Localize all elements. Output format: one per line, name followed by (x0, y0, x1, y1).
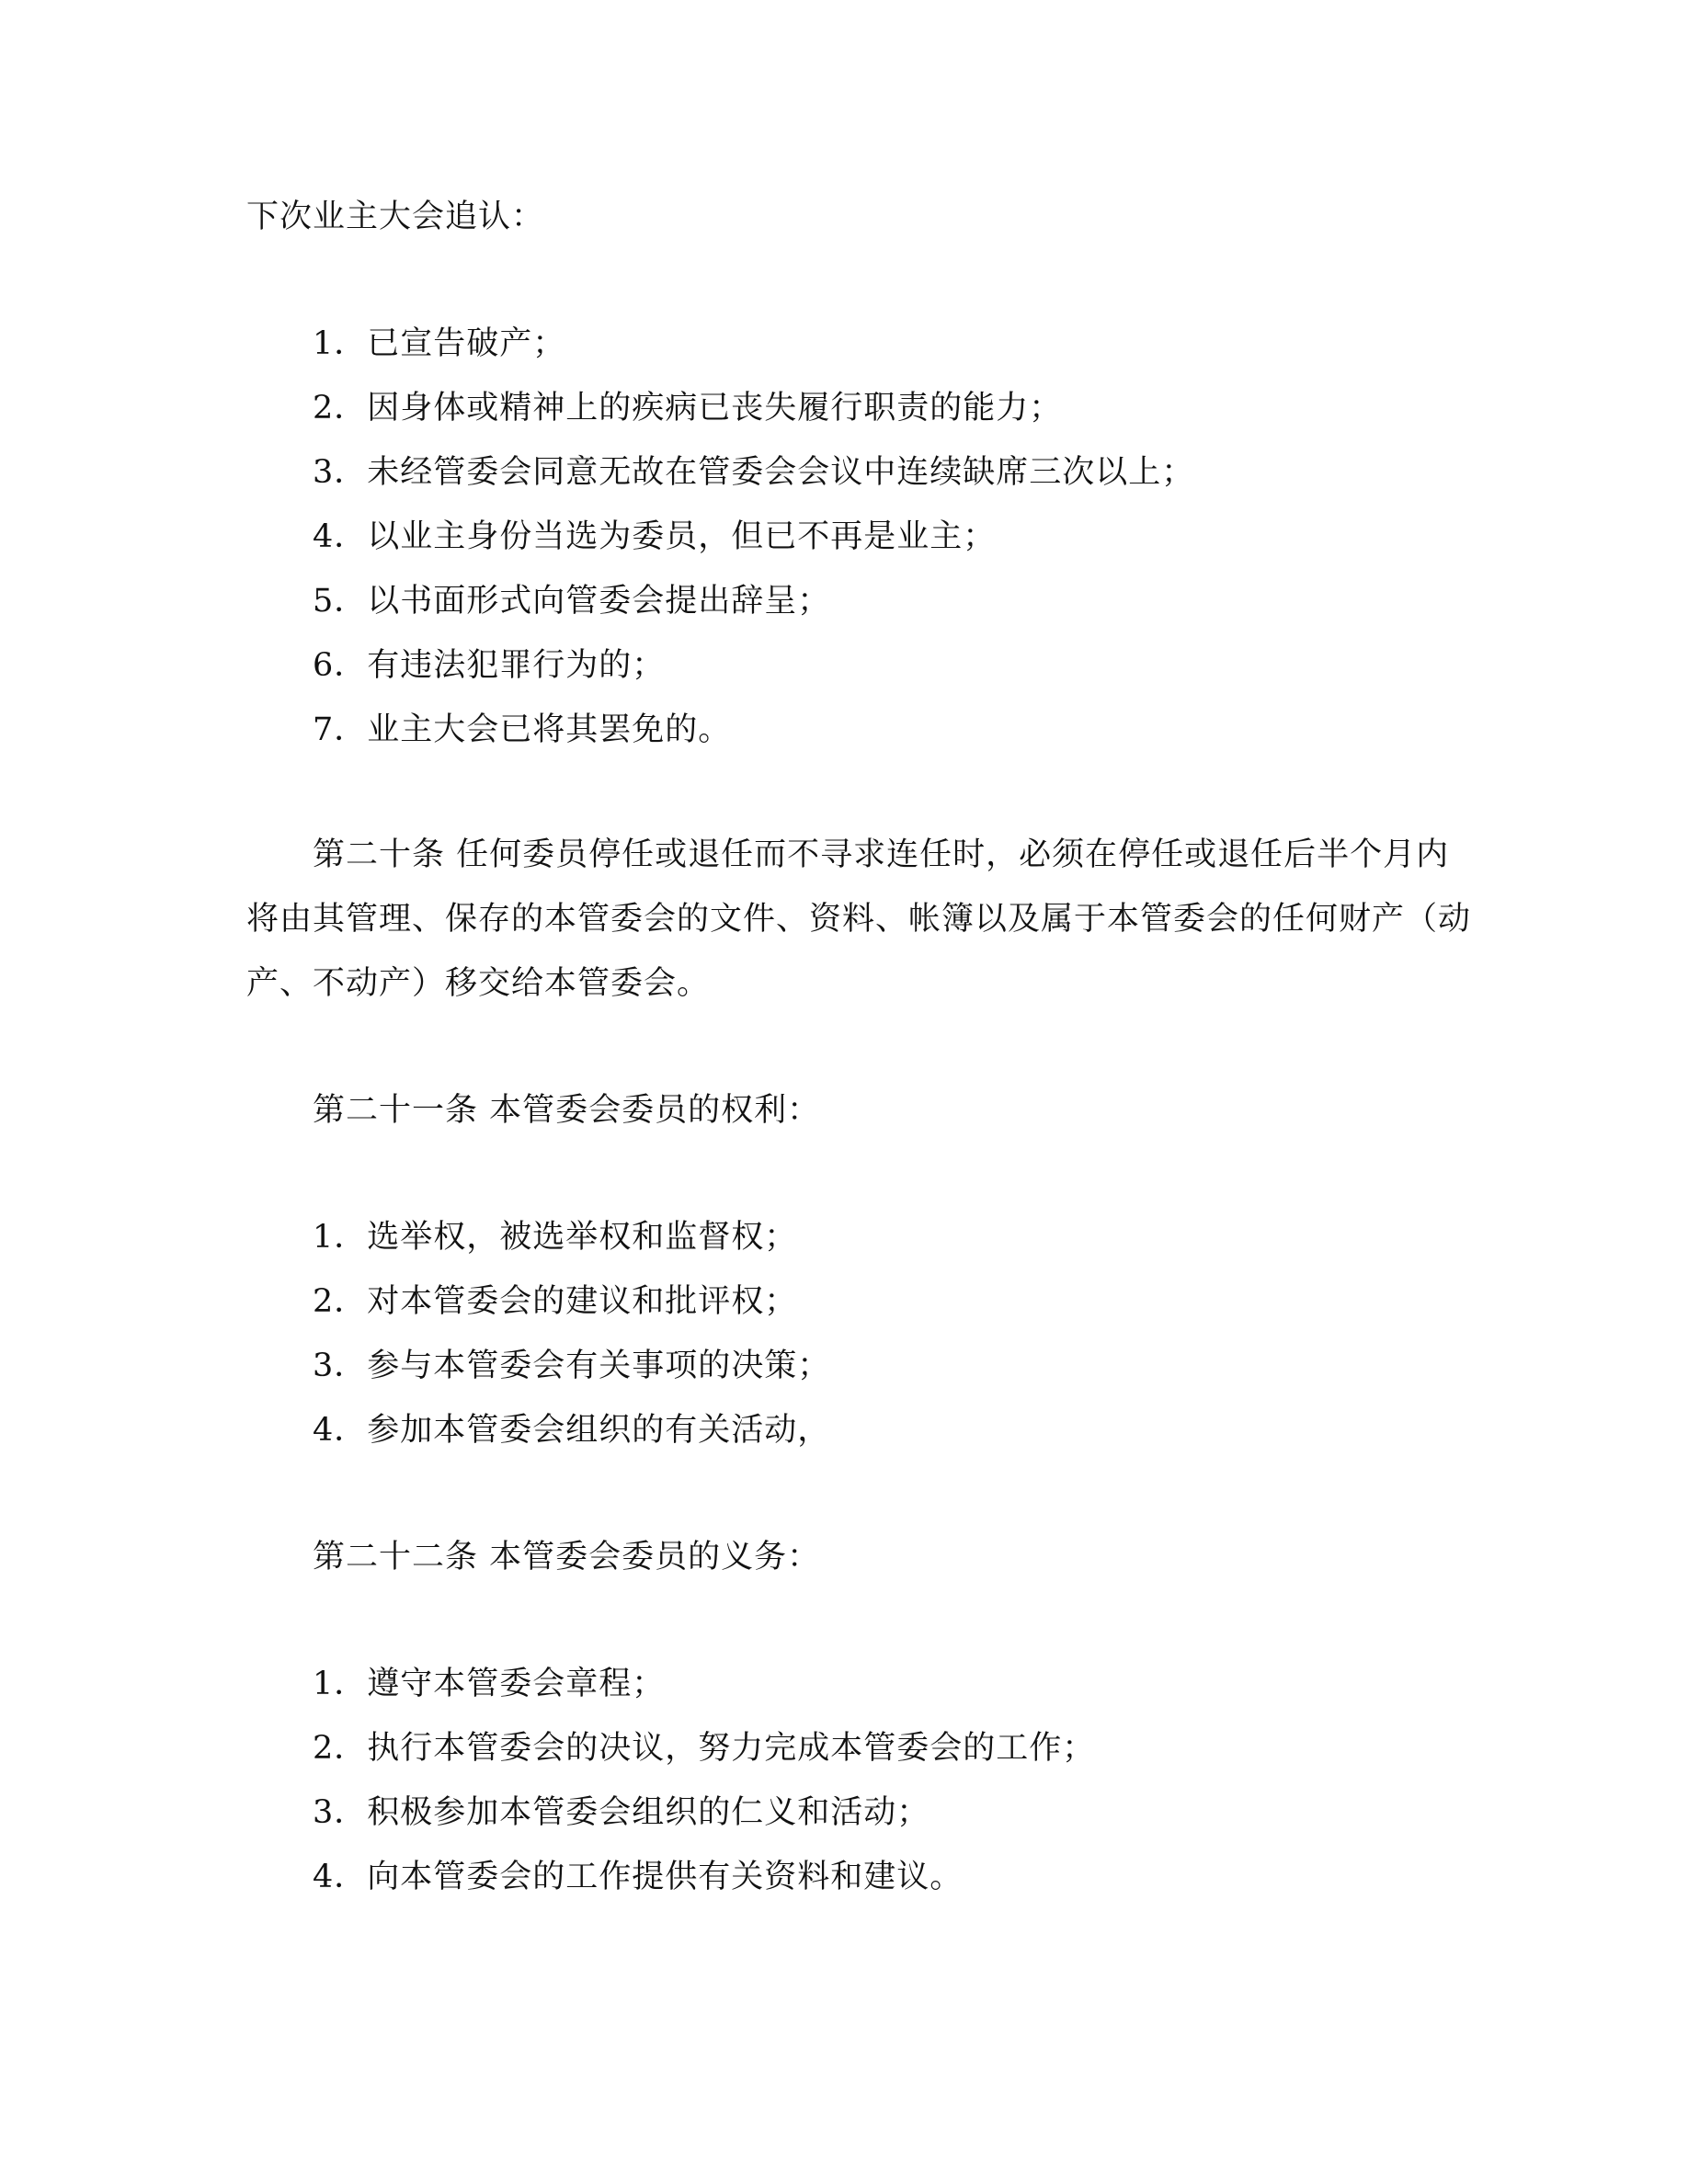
article-20-line: 第二十条 任何委员停任或退任而不寻求连任时，必须在停任或退任后半个月内 (313, 836, 1450, 873)
article-20-line: 将由其管理、保存的本管委会的文件、资料、帐簿以及属于本管委会的任何财产（动 (246, 901, 1472, 938)
list-item: 7．业主大会已将其罢免的。 (313, 711, 732, 748)
list-item: 1．已宣告破产； (313, 325, 566, 362)
list-item: 1．遵守本管委会章程； (313, 1666, 666, 1702)
list-item: 4．以业主身份当选为委员，但已不再是业主； (313, 518, 997, 555)
intro-line: 下次业主大会追认： (246, 199, 545, 235)
list-item: 2．对本管委会的建议和批评权； (313, 1283, 798, 1320)
list-item: 4．参加本管委会组织的有关活动， (313, 1412, 831, 1449)
list-item: 3．积极参加本管委会组织的仁义和活动； (313, 1794, 930, 1831)
list-item: 2．执行本管委会的决议，努力完成本管委会的工作； (313, 1730, 1096, 1767)
article-22-heading: 第二十二条 本管委会委员的义务： (313, 1539, 821, 1575)
list-item: 6．有违法犯罪行为的； (313, 647, 666, 684)
article-20-line: 产、不动产）移交给本管委会。 (246, 965, 711, 1002)
list-item: 5．以书面形式向管委会提出辞呈； (313, 583, 831, 620)
list-item: 3．未经管委会同意无故在管委会会议中连续缺席三次以上； (313, 454, 1195, 491)
article-21-heading: 第二十一条 本管委会委员的权利： (313, 1092, 821, 1129)
list-item: 4．向本管委会的工作提供有关资料和建议。 (313, 1859, 964, 1895)
list-item: 1．选举权，被选举权和监督权； (313, 1219, 798, 1256)
list-item: 3．参与本管委会有关事项的决策； (313, 1348, 831, 1384)
list-item: 2．因身体或精神上的疾病已丧失履行职责的能力； (313, 390, 1063, 427)
